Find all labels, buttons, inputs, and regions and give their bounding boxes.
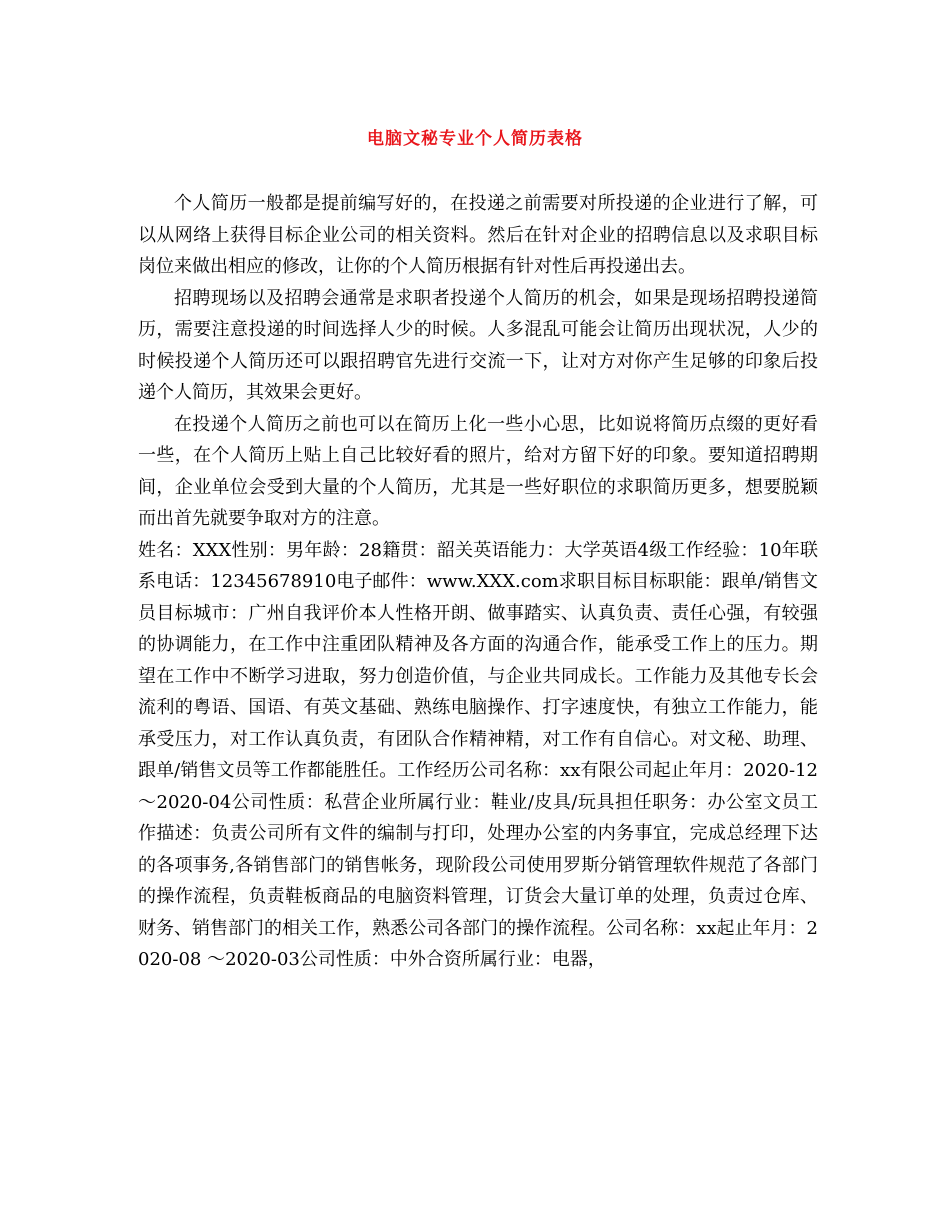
paragraph-tips: 在投递个人简历之前也可以在简历上化一些小心思，比如说将简历点缀的更好看一些，在个人简历上贴上自己比较好看的照片，给对方留下好的印象。要知道招聘期间，企业单位会受到大量的个人简历，尤其是一些好职位的求职简历更多，想要脱颖而出首先就要争取对方的注意。: [138, 413, 818, 529]
paragraph-intro: 个人简历一般都是提前编写好的，在投递之前需要对所投递的企业进行了解，可以从网络上获得目标企业公司的相关资料。然后在针对企业的招聘信息以及求职目标岗位来做出相应的修改，让你的个人简历根据有针对性后再投递出去。: [138, 193, 818, 277]
paragraph-job-fair: 招聘现场以及招聘会通常是求职者投递个人简历的机会，如果是现场招聘投递简历，需要注意投递的时间选择人少的时候。人多混乱可能会让简历出现状况，人少的时候投递个人简历还可以跟招聘官先进行交流一下，让对方对你产生足够的印象后投递个人简历，其效果会更好。: [138, 287, 818, 403]
document-body: [138, 188, 818, 976]
resume-details: 姓名：XXX性别：男年龄：28籍贯：韶关英语能力：大学英语4级工作经验：10年联系电话：12345678910电子邮件：www.XXX.com求职目标目标职能：跟单/销售文员目标城市：广州自我评价本人性格开朗、做事踏实、认真负责、责任心强，有较强的协调能力，在工作中注重团队精神及各方面的沟通合作，能承受工作上的压力。期望在工作中不断学习进取，努力创造价值，与企业共同成长。工作能力及其他专长会流利的粤语、国语、有英文基础、熟练电脑操作、打字速度快，有独立工作能力，能承受压力，对工作认真负责，有团队合作精神精，对工作有自信心。对文秘、助理、跟单/销售文员等工作都能胜任。工作经历公司名称：xx有限公司起止年月：2020-12 ～2020-04公司性质：私营企业所属行业：鞋业/皮具/玩具担任职务：办公室文员工作描述：负责公司所有文件的编制与打印，处理办公室的内务事宜，完成总经理下达的各项事务,各销售部门的销售帐务，现阶段公司使用罗斯分销管理软件规范了各部门的操作流程，负责鞋板商品的电脑资料管理，订货会大量订单的处理，负责过仓库、财务、销售部门的相关工作，熟悉公司各部门的操作流程。公司名称：xx起止年月：2020-08 ～2020-03公司性质：中外合资所属行业：电器，: [138, 539, 818, 970]
document-title: 电脑文秘专业个人简历表格: [367, 129, 583, 149]
